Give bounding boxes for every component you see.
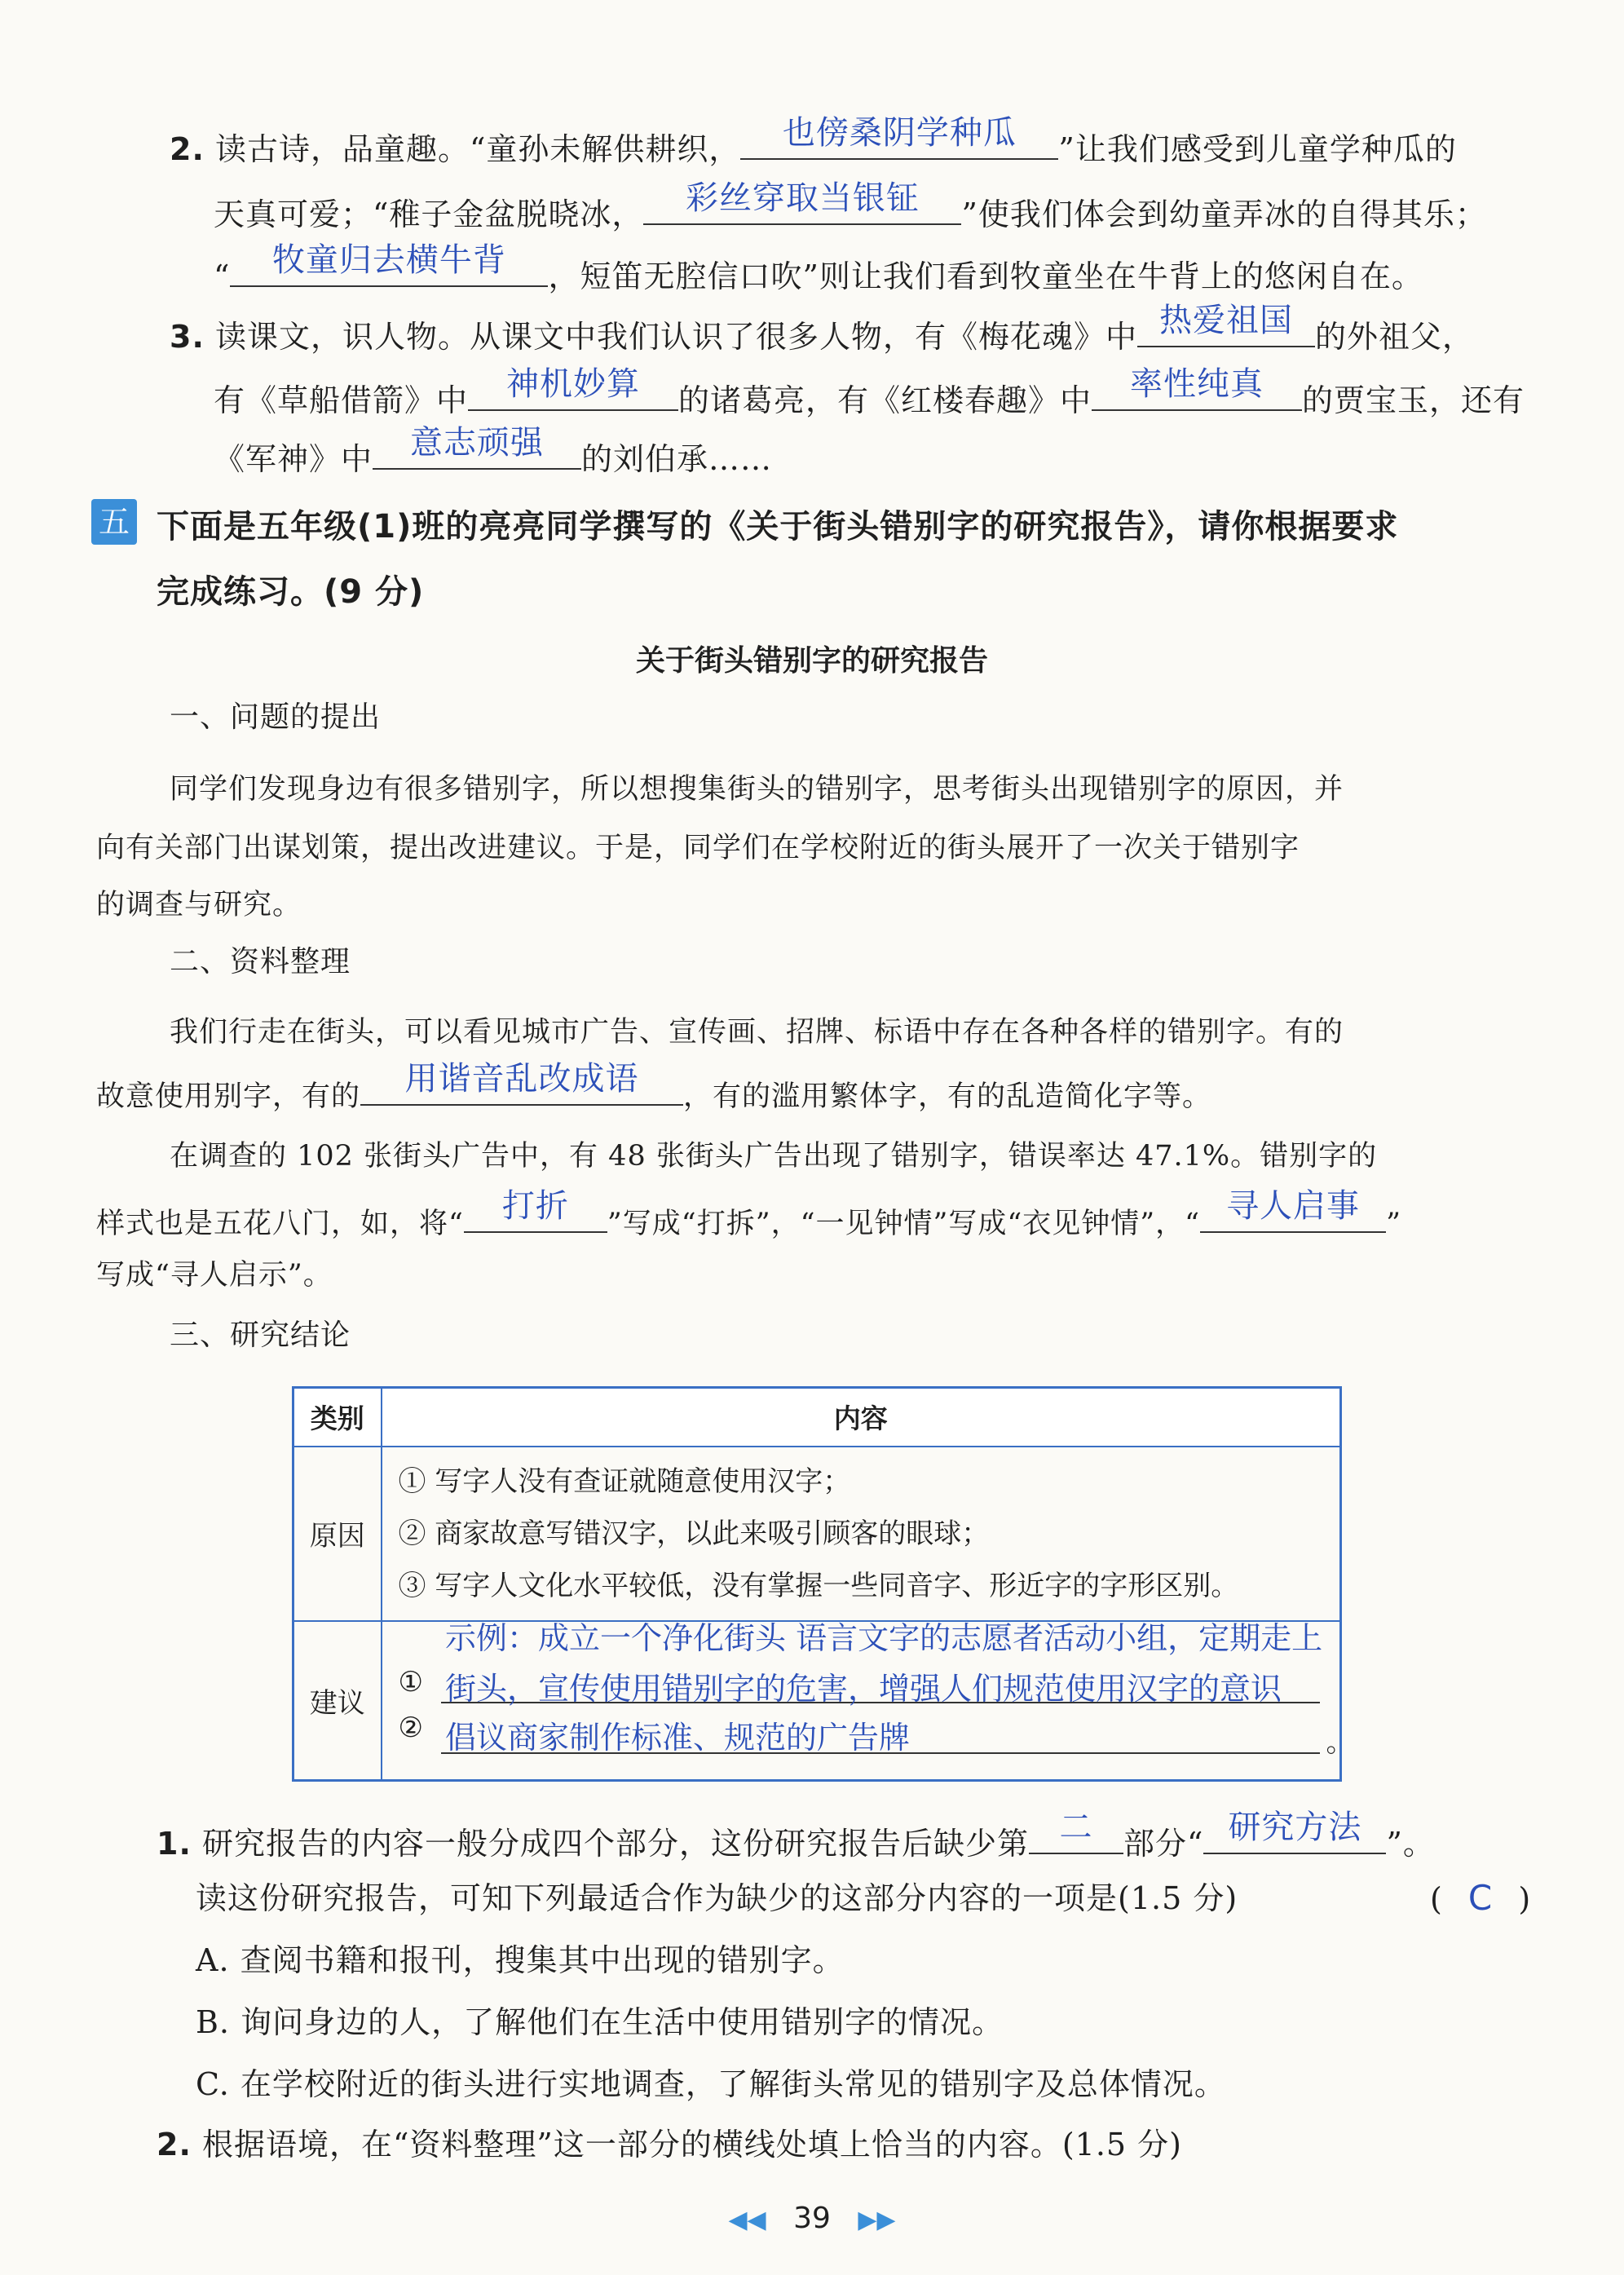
table-row-cause [293, 1447, 1341, 1621]
text: 样式也是五花八门，如，将“ [96, 1208, 464, 1240]
item-number: 1. [157, 1826, 192, 1862]
sentence-end: 。 [1326, 1725, 1354, 1759]
cause-item: ③ 写字人文化水平较低，没有掌握一些同音字、形近字的字形区别。 [398, 1569, 1239, 1602]
handwritten-answer: 率性纯真 [1130, 365, 1264, 403]
q4-item3-line3 [214, 424, 773, 482]
answer-paren[interactable] [1430, 1875, 1531, 1922]
cause-item: ② 商家故意写错汉字，以此来吸引顾客的眼球； [398, 1517, 990, 1550]
sub1-line2: 读这份研究报告，可知下列最适合作为缺少的这部分内容的一项是(1.5 分) [196, 1880, 1238, 1916]
section-heading: 三、研究结论 [170, 1319, 351, 1352]
suggestion-label: 建议 [293, 1621, 382, 1781]
text: 的外祖父， [1315, 319, 1475, 355]
answer-blank[interactable] [1203, 1809, 1386, 1854]
text: 《军神》中 [214, 441, 373, 477]
option-a: A. 查阅书籍和报刊，搜集其中出现的错别字。 [196, 1942, 845, 1978]
sub1-line1 [157, 1809, 1435, 1866]
text: 天真可爱；“稚子金盆脱晓冰， [214, 197, 644, 232]
handwritten-answer: 研究方法 [1228, 1809, 1362, 1846]
paragraph-line: 同学们发现身边有很多错别字，所以想搜集街头的错别字，思考街头出现错别字的原因，并 [170, 773, 1344, 806]
paragraph-line: 我们行走在街头，可以看见城市广告、宣传画、招牌、标语中存在各种各样的错别字。有的 [170, 1016, 1344, 1049]
q4-item3-line1 [170, 302, 1475, 360]
q5-intro-line2: 完成练习。(9 分) [157, 573, 425, 611]
item-number: 2. [157, 2127, 192, 2162]
cause-content [382, 1447, 1341, 1621]
paren: ) [1518, 1881, 1532, 1917]
answer-blank[interactable] [230, 241, 548, 287]
answer-blank[interactable] [464, 1187, 607, 1233]
item-number: 2. [170, 131, 205, 167]
option-c: C. 在学校附近的街头进行实地调查，了解街头常见的错别字及总体情况。 [196, 2066, 1226, 2102]
q4-item2-line3 [214, 241, 1423, 299]
q4-item3-line2 [214, 365, 1525, 423]
text: 有《草船借箭》中 [214, 382, 469, 418]
text: ”写成“打拆”，“一见钟情”写成“衣见钟情”，“ [607, 1208, 1201, 1240]
paragraph-line [96, 1187, 1401, 1247]
section-heading: 一、问题的提出 [170, 700, 382, 734]
text: ” [1386, 1208, 1401, 1240]
q4-item2-line1 [170, 114, 1457, 172]
handwritten-answer: 用谐音乱改成语 [404, 1060, 639, 1098]
answer-blank[interactable] [1029, 1809, 1123, 1854]
page-footer [0, 2202, 1624, 2235]
text: 的刘伯承…… [581, 441, 773, 477]
text: 读古诗，品童趣。“童孙未解供耕织， [214, 131, 741, 167]
handwritten-answer: 倡议商家制作标准、规范的广告牌 [445, 1720, 911, 1756]
sub2-line [157, 2122, 1182, 2167]
cause-item: ① 写字人没有查证就随意使用汉字； [398, 1464, 851, 1498]
handwritten-answer: 彩丝穿取当银钲 [685, 179, 920, 217]
handwritten-answer: 二 [1059, 1809, 1093, 1846]
handwritten-answer: 热爱祖国 [1159, 302, 1293, 339]
text: ，有的滥用繁体字，有的乱造简化字等。 [683, 1080, 1212, 1113]
paren: ( [1430, 1881, 1443, 1917]
answer-blank[interactable] [1200, 1187, 1386, 1233]
next-arrows-icon: ▶▶ [858, 2206, 896, 2234]
handwritten-answer: 神机妙算 [506, 365, 641, 403]
page-number: 39 [793, 2202, 831, 2235]
prev-arrows-icon: ◀◀ [728, 2206, 766, 2234]
handwritten-choice: C [1467, 1878, 1494, 1918]
answer-blank[interactable] [643, 179, 961, 225]
handwritten-answer: 牧童归去横牛背 [271, 241, 506, 279]
text: 的诸葛亮，有《红楼春趣》中 [678, 382, 1092, 418]
text: ”让我们感受到儿童学种瓜的 [1058, 131, 1457, 167]
text: ”。 [1386, 1826, 1435, 1862]
cause-label: 原因 [293, 1447, 382, 1621]
answer-blank[interactable] [360, 1060, 683, 1106]
text: ”使我们体会到幼童弄冰的自得其乐； [961, 197, 1487, 232]
report-title: 关于街头错别字的研究报告 [635, 644, 988, 678]
option-b: B. 询问身边的人，了解他们在生活中使用错别字的情况。 [196, 2004, 1004, 2040]
text: 故意使用别字，有的 [96, 1080, 361, 1113]
answer-blank[interactable] [1092, 365, 1302, 411]
text: “ [214, 258, 231, 294]
handwritten-answer: 也傍桑阴学种瓜 [782, 114, 1017, 152]
answer-blank[interactable] [1137, 302, 1315, 347]
handwritten-answer: 意志顽强 [410, 424, 545, 462]
table-header-content: 内容 [382, 1388, 1341, 1447]
paragraph-line: 写成“寻人启示”。 [96, 1259, 333, 1292]
text: 根据语境，在“资料整理”这一部分的横线处填上恰当的内容。(1.5 分) [201, 2127, 1183, 2162]
answer-blank[interactable] [373, 424, 581, 470]
handwritten-answer: 寻人启事 [1226, 1187, 1361, 1225]
item-number: 3. [170, 319, 205, 355]
suggestion-number: ① [398, 1665, 423, 1699]
paragraph-line: 在调查的 102 张街头广告中，有 48 张街头广告出现了错别字，错误率达 47.1%。错别字的 [170, 1140, 1378, 1173]
paragraph-line [96, 1060, 1212, 1120]
handwritten-answer: 街头，宣传使用错别字的危害，增强人们规范使用汉字的意识 [445, 1671, 1282, 1707]
answer-blank[interactable] [740, 114, 1058, 160]
text: 的贾宝玉，还有 [1302, 382, 1525, 418]
handwritten-answer: 打折 [501, 1187, 569, 1225]
q4-item2-line2 [214, 179, 1487, 237]
text: 部分“ [1123, 1826, 1204, 1862]
answer-blank[interactable] [468, 365, 678, 411]
text: ，短笛无腔信口吹”则让我们看到牧童坐在牛背上的悠闲自在。 [548, 258, 1423, 294]
section-heading: 二、资料整理 [170, 945, 351, 978]
text: 研究报告的内容一般分成四个部分，这份研究报告后缺少第 [201, 1826, 1029, 1862]
paragraph-line: 的调查与研究。 [96, 889, 302, 921]
table-header-category: 类别 [293, 1388, 382, 1447]
q5-intro-line1: 下面是五年级(1)班的亮亮同学撰写的《关于街头错别字的研究报告》，请你根据要求 [157, 508, 1399, 546]
text: 读课文，识人物。从课文中我们认识了很多人物，有《梅花魂》中 [214, 319, 1137, 355]
section-badge: 五 [91, 499, 137, 545]
table-header-row [293, 1388, 1341, 1447]
paragraph-line: 向有关部门出谋划策，提出改进建议。于是，同学们在学校附近的街头展开了一次关于错别字 [96, 832, 1300, 864]
handwritten-answer: 示例：成立一个净化街头 语言文字的志愿者活动小组，定期走上 [445, 1620, 1323, 1656]
suggestion-number: ② [398, 1711, 423, 1744]
